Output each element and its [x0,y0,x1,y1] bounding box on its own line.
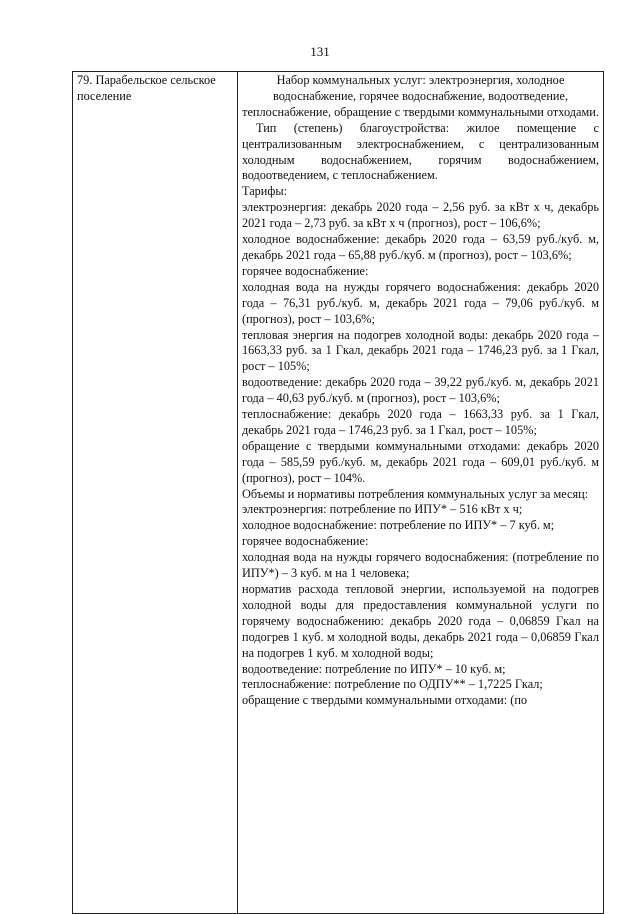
document-table [72,71,604,914]
description-cell [238,72,604,914]
paragraph-tariffs-heading: Тарифы: [242,184,288,199]
paragraph-heating-volume: теплоснабжение: потребление по ОДПУ** – 1,7225 Гкал; [242,677,543,692]
paragraph-hot-water-heading: горячее водоснабжение: [242,263,369,278]
page-number: 131 [310,44,330,59]
paragraph-hot-water-heat-component: тепловая энергия на подогрев холодной воды: декабрь 2020 года – 1663,33 руб. за 1 Гкал, декабрь 2021 года – 1746,23 руб. за 1 Гкал, рост – 105%; [242,327,599,374]
paragraph-heat-energy-norm: норматив расхода тепловой энергии, используемой на подогрев холодной воды для предоставления коммунальной услуги по горячему водоснабжению: декабрь 2020 года – 0,06859 Гкал на подогрев 1 куб. м холодной воды, декабрь 2021 года – 0,06859 Гкал на подогрев 1 куб. м холодной воды; [242,582,599,660]
table-row [73,72,604,914]
paragraph-amenity-type: Тип (степень) благоустройства: жилое помещение с централизованным электроснабжением, с централизованным холодным водоснабжением, горячим водоснабжением, водоотведением, с теплоснабжением. [242,120,599,183]
paragraph-electricity-tariff: электроэнергия: декабрь 2020 года – 2,56 руб. за кВт х ч, декабрь 2021 года – 2,73 руб. за кВт х ч (прогноз), рост – 106,6%; [242,200,599,231]
paragraph-cold-water-tariff: холодное водоснабжение: декабрь 2020 года – 63,59 руб./куб. м, декабрь 2021 года – 65,88 руб./куб. м (прогноз), рост – 103,6%; [242,232,599,262]
paragraph-hot-water-cold-volume: холодная вода на нужды горячего водоснабжения: (потребление по ИПУ*) – 3 куб. м на 1 человека; [242,550,599,581]
paragraph-waste-volume: обращение с твердыми коммунальными отходами: (по [242,693,528,708]
paragraph-cold-water-volume: холодное водоснабжение: потребление по ИПУ* – 7 куб. м; [242,518,555,533]
paragraph-hot-water-volume-heading: горячее водоснабжение: [242,534,369,549]
paragraph-electricity-volume: электроэнергия: потребление по ИПУ* – 516 кВт х ч; [242,502,523,517]
paragraph-services-set: Набор коммунальных услуг: электроэнергия, холодное водоснабжение, горячее водоснабжение, водоотведение, теплоснабжение, обращение с твердыми коммунальными отходами. [242,73,599,119]
paragraph-sewerage-volume: водоотведение: потребление по ИПУ* – 10 куб. м; [242,661,506,676]
paragraph-hot-water-cold-component: холодная вода на нужды горячего водоснабжения: декабрь 2020 года – 76,31 руб./куб. м, декабрь 2021 года – 79,06 руб./куб. м (прогноз), рост – 103,6%; [242,279,599,326]
paragraph-waste-tariff: обращение с твердыми коммунальными отходами: декабрь 2020 года – 585,59 руб./куб. м, декабрь 2021 года – 609,01 руб./куб. м (прогноз), рост – 104%. [242,438,599,485]
paragraph-heating-tariff: теплоснабжение: декабрь 2020 года – 1663,33 руб. за 1 Гкал, декабрь 2021 года – 1746,23 руб. за 1 Гкал, рост – 105%; [242,407,599,437]
paragraph-sewerage-tariff: водоотведение: декабрь 2020 года – 39,22 руб./куб. м, декабрь 2021 года – 40,63 руб./куб. м (прогноз), рост – 103,6%; [242,375,599,406]
paragraph-volumes-heading: Объемы и нормативы потребления коммунальных услуг за месяц: [242,486,589,501]
settlement-cell: 79. Парабельское сельское поселение [73,72,238,914]
